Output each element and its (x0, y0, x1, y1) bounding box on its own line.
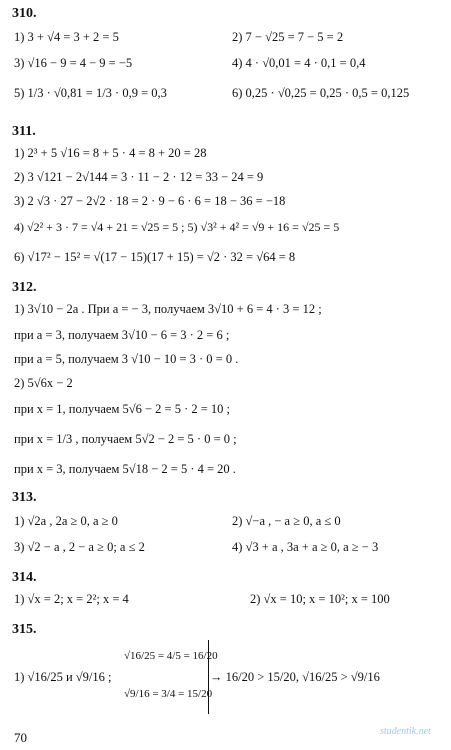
problem-313-line-2: 2) √−a , − a ≥ 0, a ≤ 0 (232, 514, 341, 528)
problem-310-line-4: 4) 4 · √0,01 = 4 · 0,1 = 0,4 (232, 56, 366, 70)
problem-number-314: 314. (12, 570, 37, 585)
problem-315-line-3: √9/16 = 3/4 = 15/20 (124, 688, 213, 700)
problem-311-line-1: 1) 2³ + 5 √16 = 8 + 5 · 4 = 8 + 20 = 28 (14, 146, 207, 160)
problem-312-line-7: при x = 3, получаем 5√18 − 2 = 5 · 4 = 20 . (14, 462, 236, 476)
problem-314-line-2: 2) √x = 10; x = 10²; x = 100 (250, 592, 390, 606)
problem-number-311: 311. (12, 124, 36, 139)
problem-311-line-5: 6) √17² − 15² = √(17 − 15)(17 + 15) = √2 · 32 = √64 = 8 (14, 250, 296, 264)
problem-310-line-6: 6) 0,25 · √0,25 = 0,25 · 0,5 = 0,125 (232, 86, 410, 100)
problem-number-312: 312. (12, 280, 37, 295)
problem-314-line-1: 1) √x = 2; x = 2²; x = 4 (14, 592, 129, 606)
problem-315-line-2: √16/25 = 4/5 = 16/20 (124, 650, 218, 662)
problem-number-313: 313. (12, 490, 37, 505)
problem-312-line-1: 1) 3√10 − 2a . При a = − 3, получаем 3√10 + 6 = 4 · 3 = 12 ; (14, 302, 322, 316)
problem-313-line-1: 1) √2a , 2a ≥ 0, a ≥ 0 (14, 514, 118, 528)
problem-number-315: 315. (12, 622, 37, 637)
problem-310-line-2: 2) 7 − √25 = 7 − 5 = 2 (232, 30, 344, 44)
problem-312-line-2: при a = 3, получаем 3√10 − 6 = 3 · 2 = 6 ; (14, 328, 230, 342)
problem-312-line-4: 2) 5√6x − 2 (14, 376, 73, 390)
problem-313-line-3: 3) √2 − a , 2 − a ≥ 0; a ≤ 2 (14, 540, 145, 554)
problem-315-line-4: → 16/20 > 15/20, √16/25 > √9/16 (210, 670, 380, 684)
problem-310-line-1: 1) 3 + √4 = 3 + 2 = 5 (14, 30, 119, 44)
page-number: 70 (14, 730, 27, 745)
problem-315-system (122, 640, 218, 714)
problem-312-line-3: при a = 5, получаем 3 √10 − 10 = 3 · 0 = 0 . (14, 352, 239, 366)
problem-315-line-1: 1) √16/25 и √9/16 ; (14, 670, 112, 684)
problem-311-line-3: 3) 2 √3 · 27 − 2√2 · 18 = 2 · 9 − 6 · 6 = 18 − 36 = −18 (14, 194, 286, 208)
problem-310-line-3: 3) √16 − 9 = 4 − 9 = −5 (14, 56, 133, 70)
problem-311-line-4: 4) √2² + 3 · 7 = √4 + 21 = √25 = 5 ; 5) √3² + 4² = √9 + 16 = √25 = 5 (14, 220, 340, 234)
problem-312-line-6: при x = 1/3 , получаем 5√2 − 2 = 5 · 0 = 0 ; (14, 432, 237, 446)
watermark: studentik.net (380, 726, 431, 737)
problem-310-line-5: 5) 1/3 · √0,81 = 1/3 · 0,9 = 0,3 (14, 86, 167, 100)
problem-311-line-2: 2) 3 √121 − 2√144 = 3 · 11 − 2 · 12 = 33 − 24 = 9 (14, 170, 264, 184)
problem-number-310: 310. (12, 6, 37, 21)
problem-313-line-4: 4) √3 + a , 3a + a ≥ 0, a ≥ − 3 (232, 540, 379, 554)
problem-312-line-5: при x = 1, получаем 5√6 − 2 = 5 · 2 = 10 ; (14, 402, 231, 416)
